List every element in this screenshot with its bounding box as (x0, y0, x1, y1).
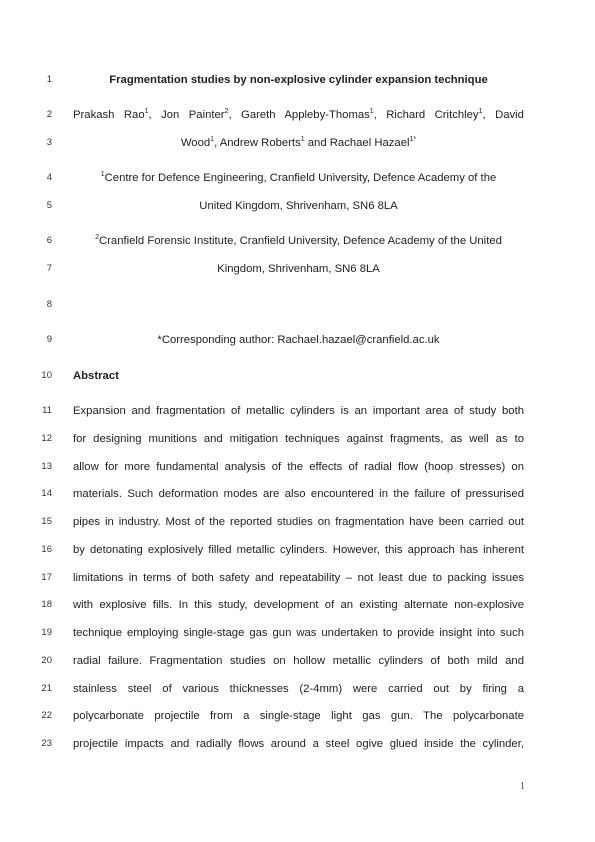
line-10 (0, 368, 595, 384)
line-13 (0, 459, 595, 475)
authors-line-1 (73, 107, 524, 123)
line-number: 1 (46, 74, 52, 85)
line-19 (0, 625, 595, 641)
line-8 (0, 297, 595, 313)
line-number: 13 (41, 461, 52, 472)
author-name: , David (482, 109, 524, 121)
line-23 (0, 736, 595, 752)
abstract-line: polycarbonate projectile from a single-stage light gas gun. The polycarbonate (73, 710, 524, 722)
abstract-heading: Abstract (73, 370, 119, 382)
line-6 (0, 233, 595, 249)
author-sup: 1 (144, 108, 149, 115)
line-22 (0, 708, 595, 724)
line-number: 7 (46, 263, 52, 274)
author-sup: 1 (478, 108, 483, 115)
affiliation-2-line-1 (73, 233, 524, 249)
affiliation-text: Cranfield Forensic Institute, Cranfield University, Defence Academy of the United (99, 235, 502, 247)
line-number: 21 (41, 683, 52, 694)
author-sup: 2 (224, 108, 229, 115)
abstract-line: stainless steel of various thicknesses (2-4mm) were carried out by firing a (73, 683, 524, 695)
author-sup: 1 (210, 136, 215, 143)
abstract-line: for designing munitions and mitigation techniques against fragments, as well as to (73, 433, 524, 445)
affiliation-text: Centre for Defence Engineering, Cranfield University, Defence Academy of the (104, 172, 497, 184)
line-3 (0, 135, 595, 151)
line-number: 23 (41, 738, 52, 749)
abstract-line: pipes in industry. Most of the reported studies on fragmentation have been carried out (73, 516, 524, 528)
author-name: Wood (180, 137, 211, 149)
affiliation-sup: 1 (100, 171, 105, 178)
line-7 (0, 261, 595, 277)
line-5 (0, 198, 595, 214)
line-number: 14 (41, 488, 52, 499)
corresponding-author: *Corresponding author: Rachael.hazael@cranfield.ac.uk (157, 334, 440, 346)
abstract-line: technique employing single-stage gas gun was undertaken to provide insight into such (73, 627, 524, 639)
author-sup: 1 (369, 108, 374, 115)
line-number: 18 (41, 599, 52, 610)
author-name: and Rachael Hazael (304, 137, 410, 149)
affiliation-sup: 2 (95, 234, 99, 241)
page-number: 1 (520, 781, 525, 792)
line-number: 9 (46, 334, 52, 345)
line-number: 19 (41, 627, 52, 638)
line-9 (0, 332, 595, 348)
line-number: 17 (41, 572, 52, 583)
paper-title: Fragmentation studies by non-explosive cylinder expansion technique (109, 74, 488, 86)
line-number: 12 (41, 433, 52, 444)
line-number: 10 (41, 370, 52, 381)
line-1 (0, 72, 595, 88)
abstract-line: radial failure. Fragmentation studies on hollow metallic cylinders of both mild and (73, 655, 524, 667)
line-number: 15 (41, 516, 52, 527)
authors-line-2 (73, 135, 524, 151)
line-4 (0, 170, 595, 186)
line-2 (0, 107, 595, 123)
line-14 (0, 486, 595, 502)
abstract-line: Expansion and fragmentation of metallic cylinders is an important area of study both (73, 405, 524, 417)
abstract-line: by detonating explosively filled metallic cylinders. However, this approach has inherent (73, 544, 524, 556)
author-sup: 1* (409, 136, 417, 143)
author-name: , Jon Painter (148, 109, 225, 121)
author-name: Prakash Rao (73, 109, 145, 121)
line-number: 11 (42, 405, 52, 416)
line-number: 5 (46, 200, 52, 211)
line-12 (0, 431, 595, 447)
line-number: 3 (46, 137, 52, 148)
affiliation-1-line-2: United Kingdom, Shrivenham, SN6 8LA (199, 200, 398, 212)
line-number: 8 (46, 299, 52, 310)
line-16 (0, 542, 595, 558)
abstract-line: materials. Such deformation modes are also encountered in the failure of pressurised (73, 488, 524, 500)
line-number: 22 (41, 710, 52, 721)
author-sup: 1 (300, 136, 305, 143)
line-17 (0, 570, 595, 586)
line-number: 20 (41, 655, 52, 666)
affiliation-1-line-1 (73, 170, 524, 186)
line-20 (0, 653, 595, 669)
line-number: 16 (41, 544, 52, 555)
author-name: , Andrew Roberts (214, 137, 301, 149)
abstract-line: with explosive fills. In this study, development of an existing alternate non-explosive (73, 599, 524, 611)
line-number: 4 (46, 172, 52, 183)
line-18 (0, 597, 595, 613)
line-15 (0, 514, 595, 530)
abstract-line: projectile impacts and radially flows around a steel ogive glued inside the cylinder, (73, 738, 524, 750)
author-name: , Gareth Appleby-Thomas (228, 109, 370, 121)
line-number: 6 (46, 235, 52, 246)
author-name: , Richard Critchley (373, 109, 479, 121)
abstract-line: allow for more fundamental analysis of the effects of radial flow (hoop stresses) on (73, 461, 524, 473)
affiliation-2-line-2: Kingdom, Shrivenham, SN6 8LA (217, 263, 380, 275)
abstract-line: limitations in terms of both safety and repeatability – not least due to packing issues (73, 572, 524, 584)
line-21 (0, 681, 595, 697)
line-number: 2 (46, 109, 52, 120)
line-11 (0, 403, 595, 419)
